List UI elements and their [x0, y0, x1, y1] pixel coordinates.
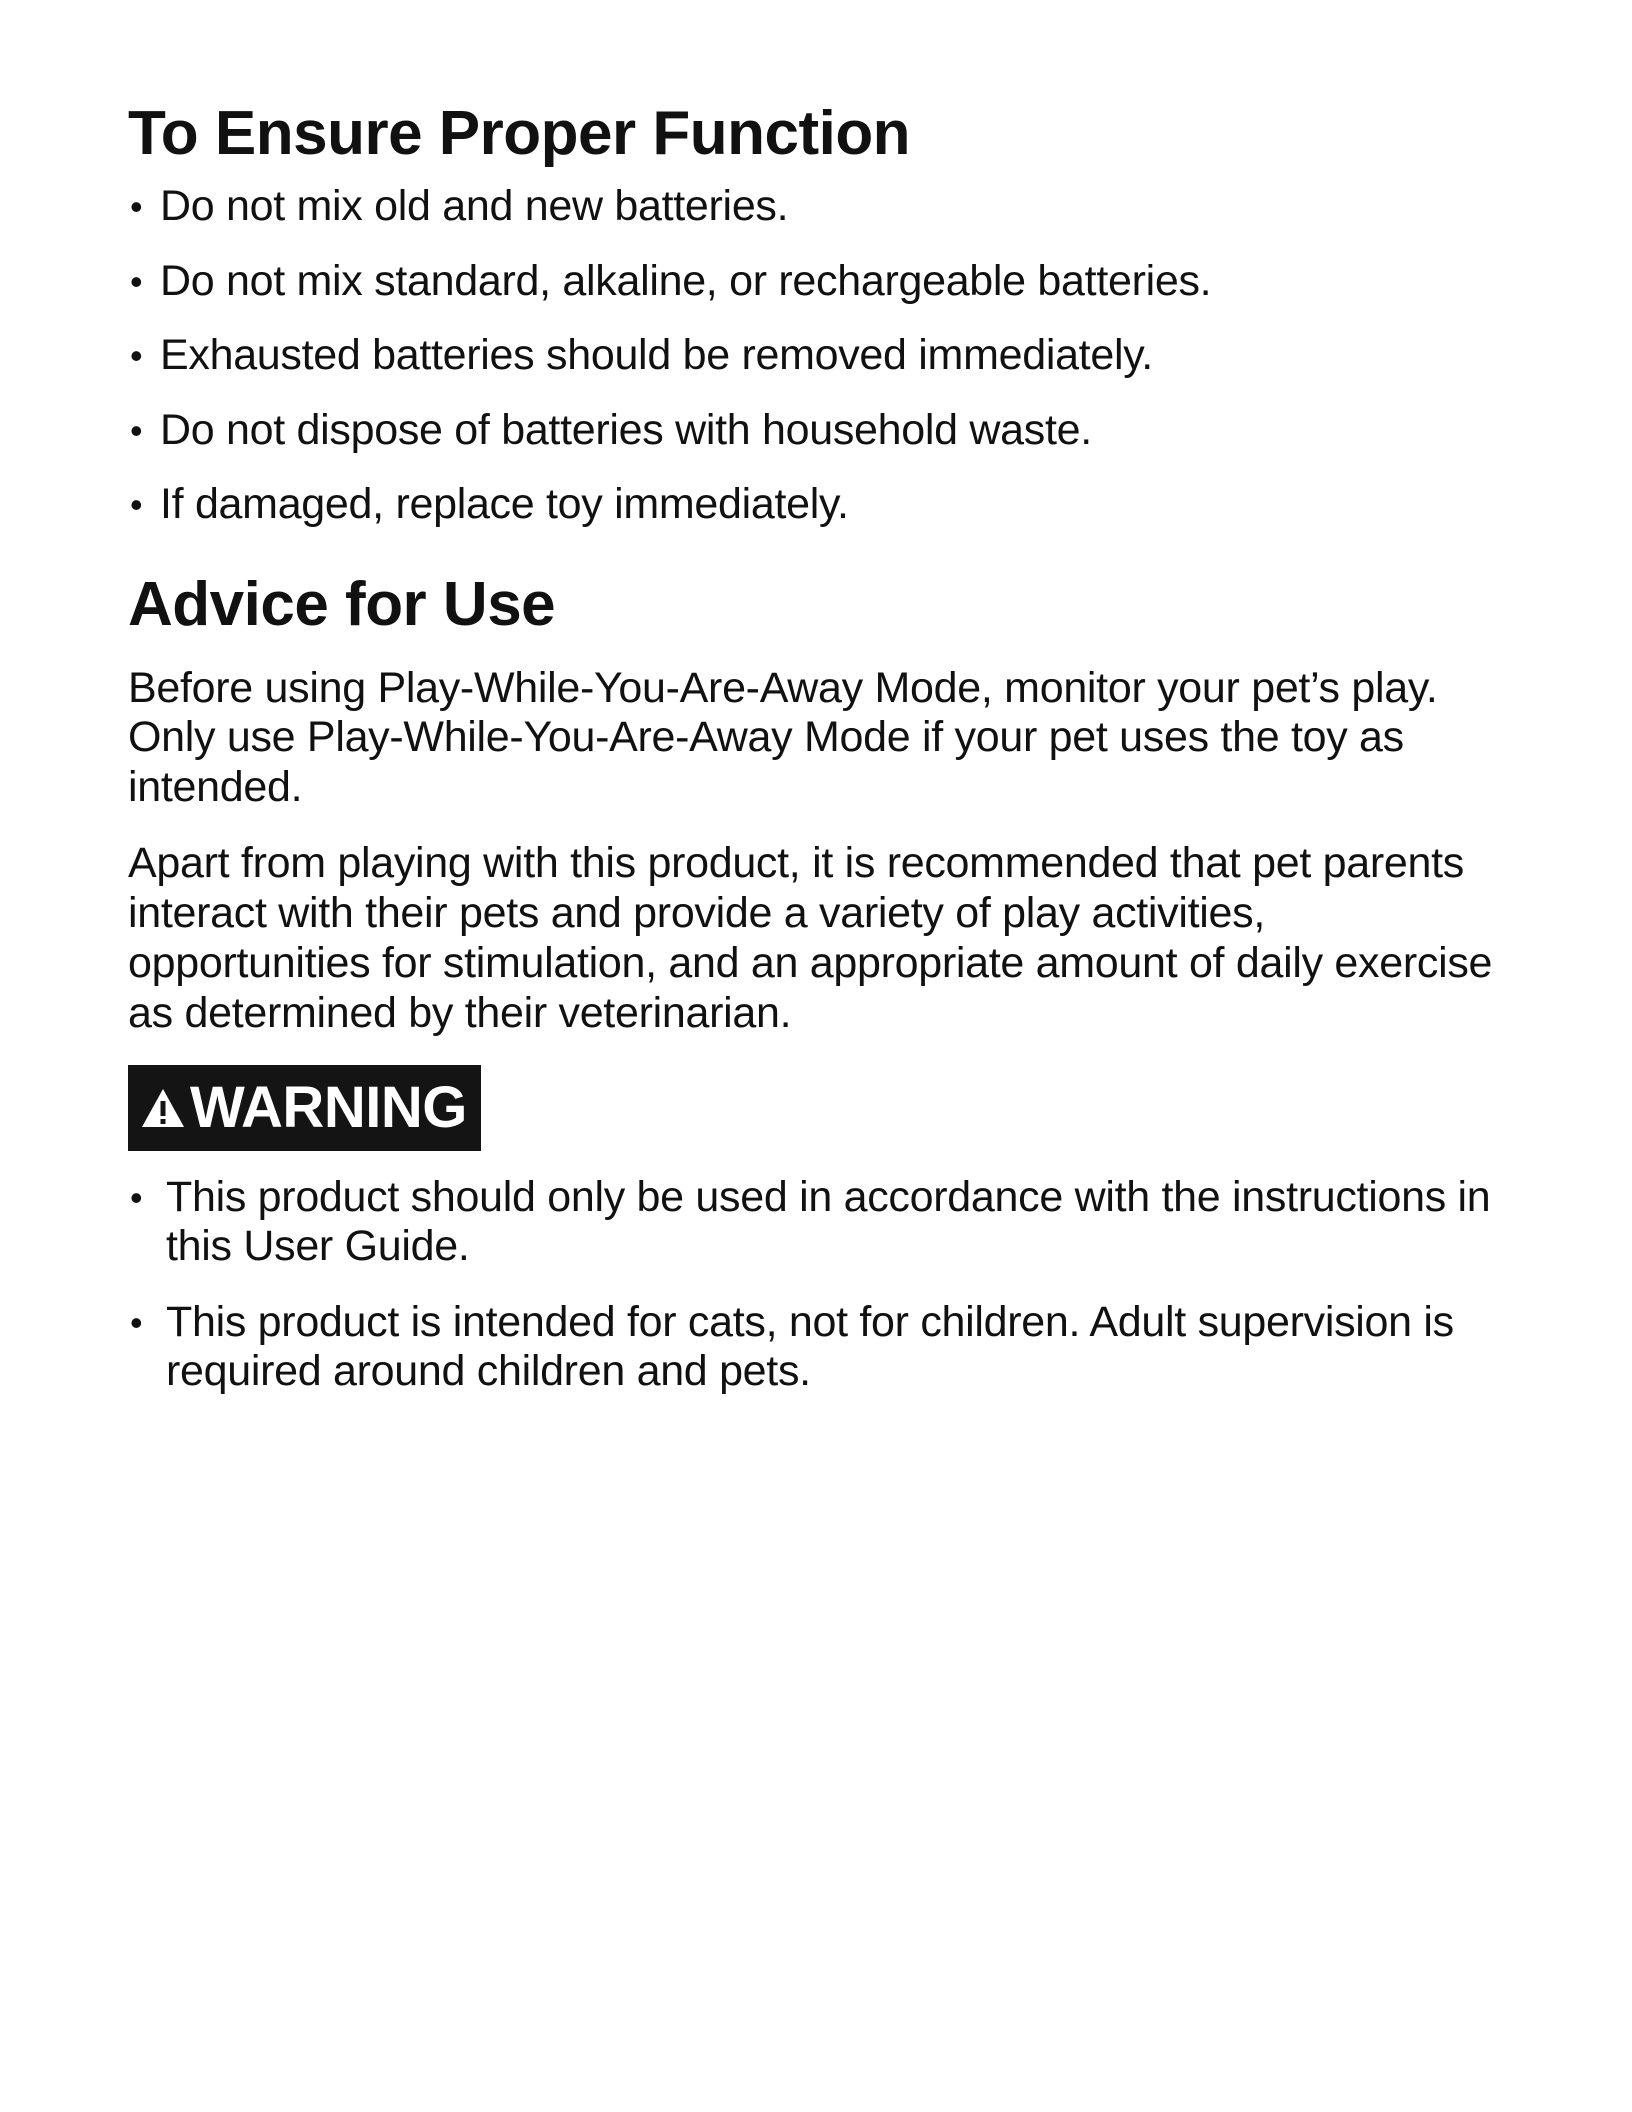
list-item — [128, 480, 1508, 529]
list-item — [128, 1298, 1508, 1397]
list-item-text: Exhausted batteries should be removed immediately. — [160, 331, 1153, 380]
list-item-text: Do not dispose of batteries with household waste. — [160, 405, 1092, 454]
bullet-icon: • — [130, 1176, 143, 1218]
list-item-text: Do not mix standard, alkaline, or rechargeable batteries. — [160, 256, 1212, 305]
advice-heading: Advice for Use — [128, 570, 556, 640]
list-item — [128, 406, 1508, 455]
bullet-icon: • — [130, 335, 143, 377]
advice-paragraph-2: Apart from playing with this product, it is recommended that pet parents interact with their pets and provide a variety of play activities, opportunities for stimulation, and an appropriate amount of daily exercise as determined by their veterinarian. — [128, 839, 1493, 1037]
list-item — [128, 331, 1508, 380]
bullet-icon: • — [130, 1301, 143, 1343]
bullet-icon: • — [130, 483, 143, 525]
advice-paragraph-1: Before using Play-While-You-Are-Away Mode, monitor your pet’s play. Only use Play-While-You-Are-Away Mode if your pet uses the toy as intended. — [128, 663, 1438, 812]
warning-badge — [128, 1065, 481, 1151]
warning-triangle-icon — [140, 1085, 186, 1131]
bullet-icon: • — [130, 409, 143, 451]
list-item-text: Do not mix old and new batteries. — [160, 182, 789, 231]
list-item — [128, 1173, 1508, 1272]
list-item-text: This product is intended for cats, not for children. Adult supervision is required around children and pets. — [166, 1297, 1454, 1395]
document-page — [128, 100, 1508, 1422]
list-item — [128, 257, 1508, 306]
warning-list — [128, 1173, 1508, 1397]
list-item-text: This product should only be used in accordance with the instructions in this User Guide. — [166, 1172, 1491, 1271]
proper-function-heading: To Ensure Proper Function — [128, 99, 911, 168]
proper-function-list — [128, 182, 1508, 529]
bullet-icon: • — [130, 186, 143, 228]
list-item — [128, 182, 1508, 231]
list-item-text: If damaged, replace toy immediately. — [160, 479, 849, 528]
warning-label: WARNING — [190, 1075, 467, 1141]
bullet-icon: • — [130, 260, 143, 302]
